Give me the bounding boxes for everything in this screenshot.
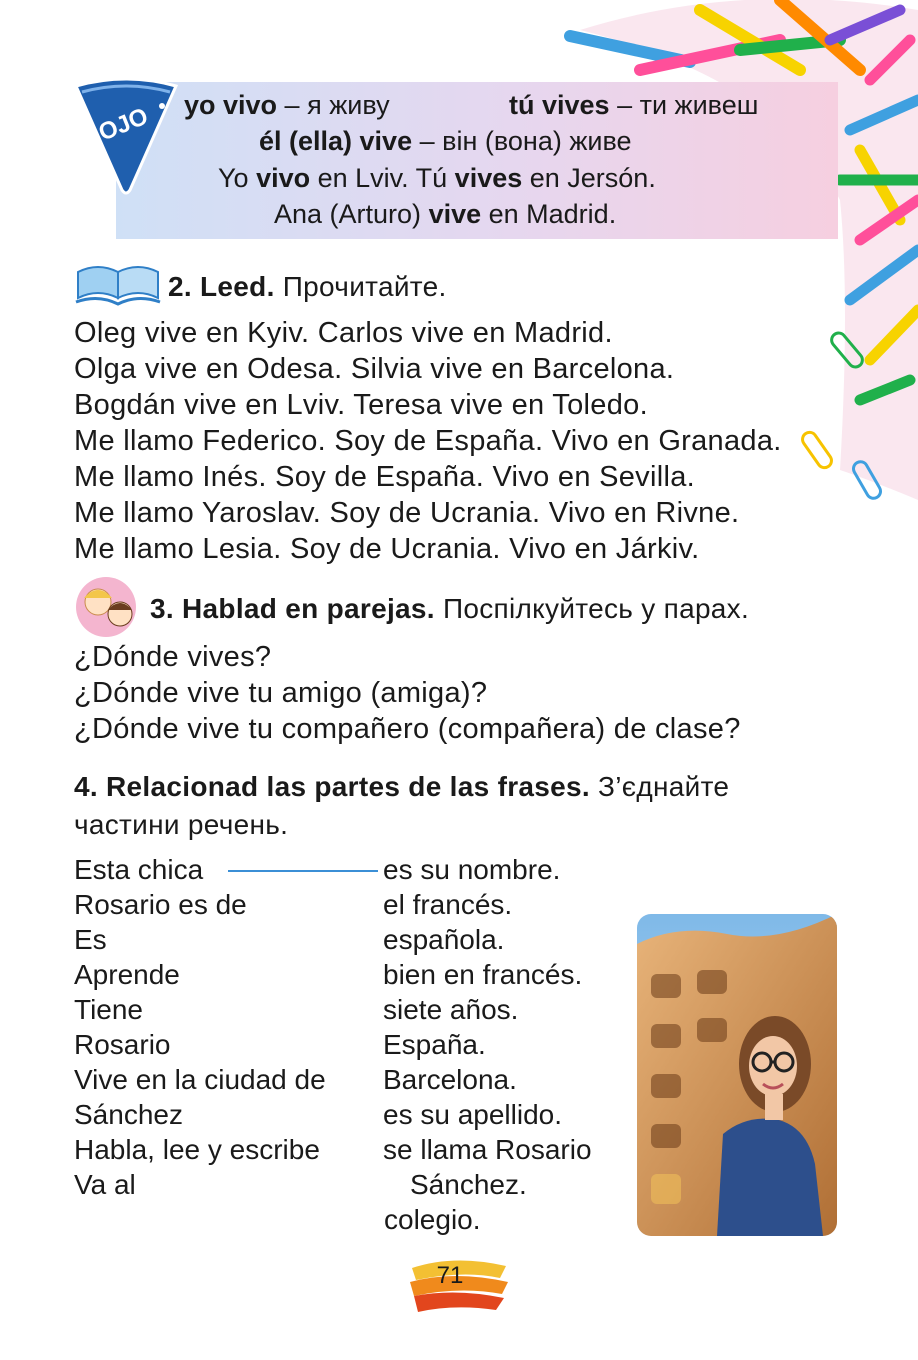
example-connector-line bbox=[228, 870, 378, 872]
ex4-left-item: Aprende bbox=[74, 959, 180, 990]
ex2-heading: 2. Leed. Прочитайте. bbox=[168, 271, 447, 302]
ex3-line: ¿Dónde vives? bbox=[74, 641, 272, 673]
ex4-heading: 4. Relacionad las partes de las frases. З’єднайте bbox=[74, 771, 730, 802]
girl-photo bbox=[637, 914, 837, 1236]
ex3-line: ¿Dónde vive tu amigo (amiga)? bbox=[74, 677, 488, 709]
svg-text:OJO: OJO bbox=[94, 102, 152, 147]
ex4-right-item: siete años. bbox=[383, 994, 519, 1025]
ex4-right-item: es su nombre. bbox=[383, 854, 561, 885]
ojo-line-3: Yo vivo en Lviv. Tú vives en Jersón. bbox=[218, 163, 656, 193]
ex4-left-item: Vive en la ciudad de bbox=[74, 1064, 326, 1095]
ojo-line-4: Ana (Arturo) vive en Madrid. bbox=[274, 199, 617, 229]
ex4-right-item: española. bbox=[383, 924, 505, 955]
ex2-line: Me llamo Lesia. Soy de Ucrania. Vivo en Járkiv. bbox=[74, 533, 700, 565]
ex2-line: Olga vive en Odesa. Silvia vive en Barcelona. bbox=[74, 353, 675, 385]
ex3-heading: 3. Hablad en parejas. Поспілкуйтесь у парах. bbox=[150, 593, 750, 624]
ex3-line: ¿Dónde vive tu compañero (compañera) de clase? bbox=[74, 713, 741, 745]
ex4-right-item: se llama Rosario bbox=[383, 1134, 592, 1165]
ex4-left-item: Esta chica bbox=[74, 854, 204, 885]
ex4-left-item: Va al bbox=[74, 1169, 136, 1200]
ojo-line-2: él (ella) vive – він (вона) живе bbox=[259, 126, 632, 156]
ex4-left-item: Tiene bbox=[74, 994, 144, 1025]
ojo-grammar-box bbox=[116, 82, 838, 239]
ex4-left-item: Rosario es de bbox=[74, 889, 247, 920]
kids-pair-icon bbox=[72, 576, 144, 638]
ojo-line-1a: yo vivo – я живу bbox=[184, 90, 390, 120]
ex4-right-item: el francés. bbox=[383, 889, 513, 920]
ex4-left-item: Sánchez bbox=[74, 1099, 183, 1130]
ex2-line: Me llamo Yaroslav. Soy de Ucrania. Vivo en Rivne. bbox=[74, 497, 740, 529]
ojo-badge-icon bbox=[70, 76, 182, 196]
page-number: 71 bbox=[436, 1262, 464, 1289]
ex4-right-item: Sánchez. bbox=[410, 1169, 527, 1200]
ex4-left-item: Rosario bbox=[74, 1029, 171, 1060]
ex4-right-item: España. bbox=[383, 1029, 486, 1060]
ex4-left-item: Es bbox=[74, 924, 107, 955]
ojo-line-1b: tú vives – ти живеш bbox=[509, 90, 759, 120]
ex4-right-item: es su apellido. bbox=[383, 1099, 563, 1130]
ex4-right-item: Barcelona. bbox=[383, 1064, 517, 1095]
ex2-line: Oleg vive en Kyiv. Carlos vive en Madrid. bbox=[74, 317, 613, 349]
ex2-line: Me llamo Federico. Soy de España. Vivo en Granada. bbox=[74, 425, 782, 457]
ex4-heading-cont: частини речень. bbox=[74, 809, 289, 840]
ex4-right-item: bien en francés. bbox=[383, 959, 583, 990]
ex2-line: Bogdán vive en Lviv. Teresa vive en Toledo. bbox=[74, 389, 648, 421]
ex4-left-item: Habla, lee y escribe bbox=[74, 1134, 320, 1165]
ex4-right-item: colegio. bbox=[384, 1204, 481, 1235]
open-book-icon bbox=[74, 258, 162, 308]
ex2-line: Me llamo Inés. Soy de España. Vivo en Sevilla. bbox=[74, 461, 695, 493]
